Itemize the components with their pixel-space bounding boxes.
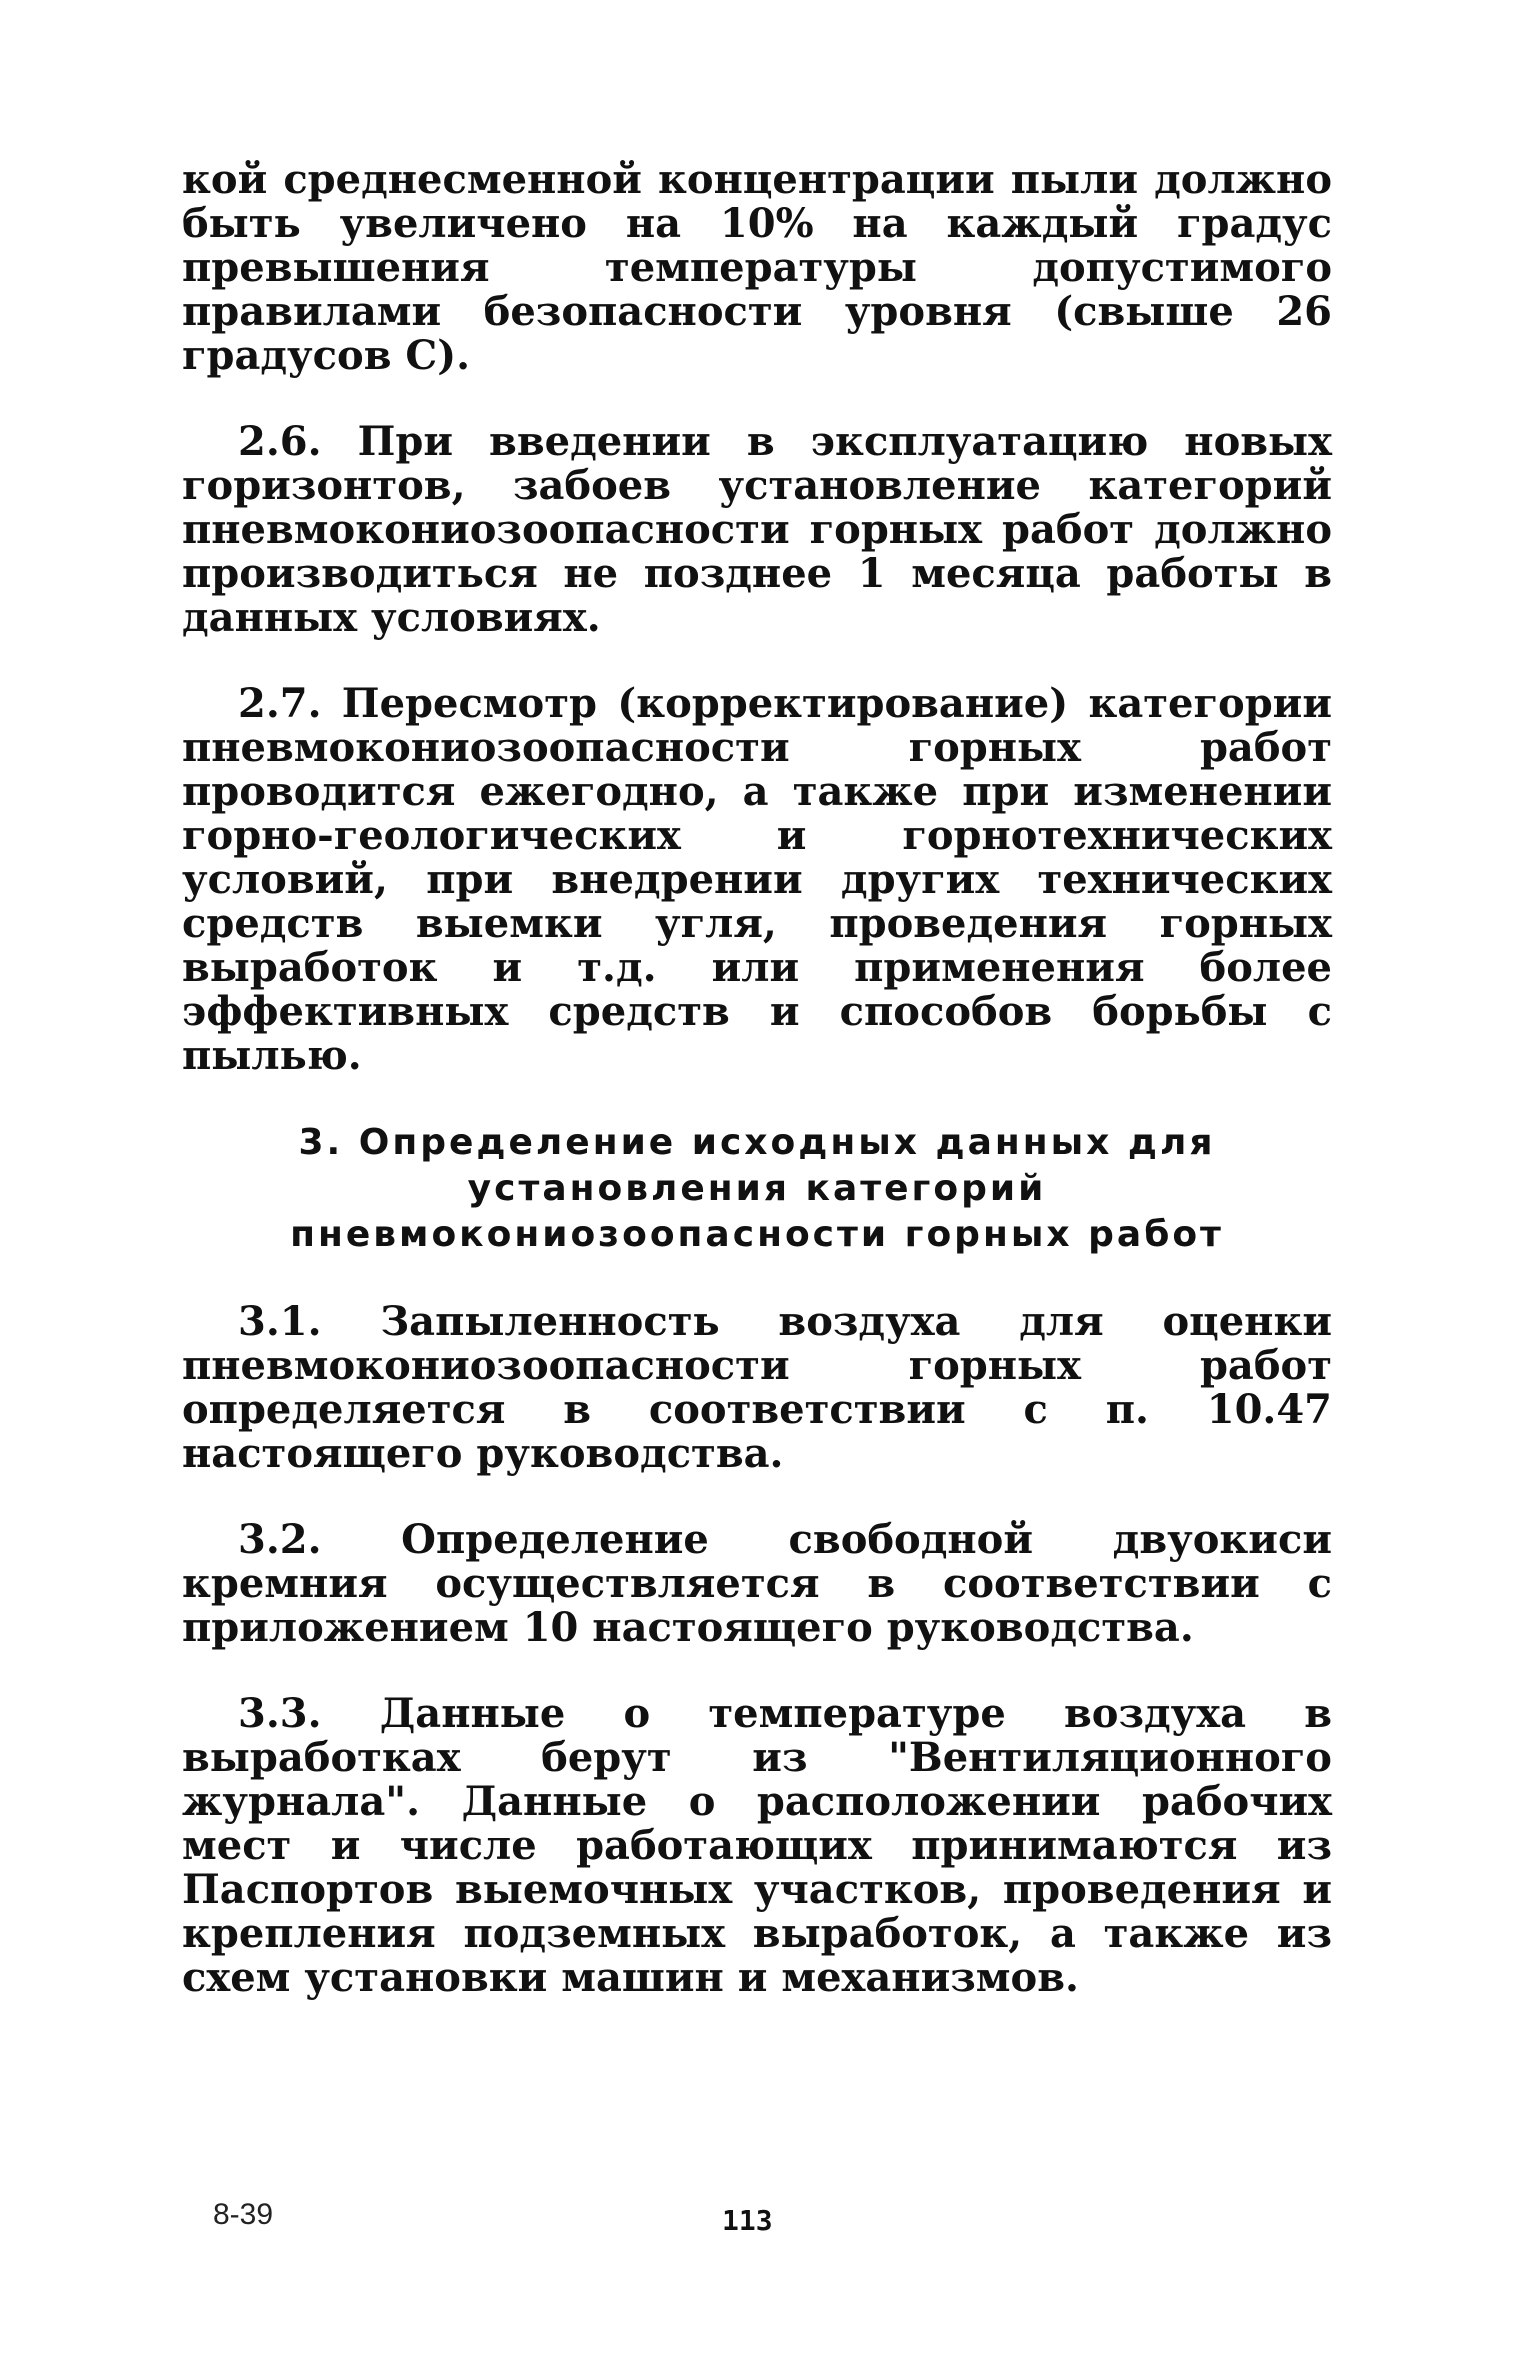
page-number: 113	[722, 2204, 773, 2237]
page-content	[182, 158, 1332, 2000]
paragraph-3-3: 3.3. Данные о температуре воздуха в выработках берут из "Вентиляционного журнала". Данные о расположении рабочих мест и числе работающих принимаются из Паспортов выемочных участков, проведения и крепления подземных выработок, а также из схем установки машин и механизмов.	[182, 1690, 1332, 2001]
section-heading-line-2: установления категорий	[467, 1168, 1047, 1209]
footer-code: 8-39	[213, 2198, 274, 2231]
paragraph-2-6: 2.6. При введении в эксплуатацию новых горизонтов, забоев установление категорий пневмокониозоопасности горных работ должно производиться не позднее 1 месяца работы в данных условиях.	[182, 418, 1332, 641]
section-heading-line-3: пневмокониозоопасности горных работ	[290, 1214, 1224, 1255]
paragraph-continuation: кой среднесменной концентрации пыли должно быть увеличено на 10% на каждый градус превышения температуры допустимого правилами безопасности уровня (свыше 26 градусов С).	[182, 156, 1332, 379]
section-heading-line-1: 3. Определение исходных данных для	[298, 1122, 1216, 1163]
paragraph-2-7: 2.7. Пересмотр (корректирование) категории пневмокониозоопасности горных работ проводится ежегодно, а также при изменении горно-геологических и горнотехнических условий, при внедрении других технических средств выемки угля, проведения горных выработок и т.д. или применения более эффективных средств и способов борьбы с пылью.	[182, 680, 1332, 1079]
paragraph-3-1: 3.1. Запыленность воздуха для оценки пневмокониозоопасности горных работ определяется в соответствии с п. 10.47 настоящего руководства.	[182, 1298, 1332, 1477]
paragraph-3-2: 3.2. Определение свободной двуокиси кремния осуществляется в соответствии с приложением 10 настоящего руководства.	[182, 1516, 1332, 1651]
section-heading	[182, 1120, 1332, 1258]
